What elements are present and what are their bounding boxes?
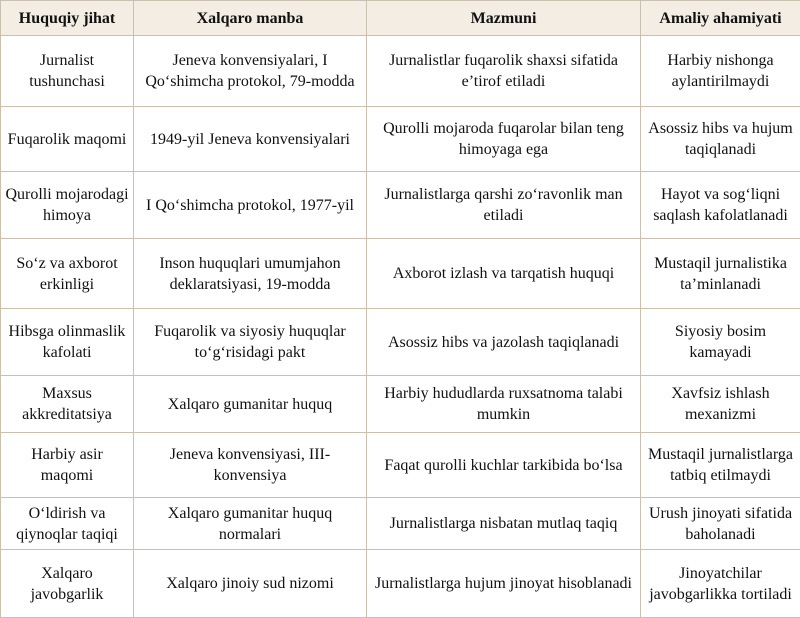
cell-legal-aspect: Qurolli mojarodagi himoya xyxy=(1,172,134,239)
table-row xyxy=(1,433,800,498)
cell-content: Jurnalistlarga hujum jinoyat hisoblanadi xyxy=(367,550,641,618)
table-row xyxy=(1,498,800,550)
table-row xyxy=(1,36,800,107)
cell-legal-aspect: O‘ldirish va qiynoqlar taqiqi xyxy=(1,498,134,550)
cell-international-source: Xalqaro gumanitar huquq normalari xyxy=(134,498,367,550)
cell-legal-aspect: Xalqaro javobgarlik xyxy=(1,550,134,618)
cell-practical-significance: Siyosiy bosim kamayadi xyxy=(641,309,800,376)
cell-practical-significance: Asossiz hibs va hujum taqiqlanadi xyxy=(641,107,800,172)
cell-practical-significance: Mustaqil jurnalistlarga tatbiq etilmaydi xyxy=(641,433,800,498)
table-row xyxy=(1,550,800,618)
table-row xyxy=(1,376,800,433)
cell-practical-significance: Hayot va sog‘liqni saqlash kafolatlanadi xyxy=(641,172,800,239)
header-legal-aspect: Huquqiy jihat xyxy=(1,1,134,36)
cell-practical-significance: Harbiy nishonga aylantirilmaydi xyxy=(641,36,800,107)
cell-legal-aspect: So‘z va axborot erkinligi xyxy=(1,239,134,309)
cell-practical-significance: Mustaqil jurnalistika ta’minlanadi xyxy=(641,239,800,309)
cell-international-source: Jeneva konvensiyalari, I Qo‘shimcha protokol, 79-modda xyxy=(134,36,367,107)
cell-content: Jurnalistlarga nisbatan mutlaq taqiq xyxy=(367,498,641,550)
table-row xyxy=(1,239,800,309)
cell-legal-aspect: Jurnalist tushunchasi xyxy=(1,36,134,107)
cell-content: Jurnalistlar fuqarolik shaxsi sifatida e’tirof etiladi xyxy=(367,36,641,107)
cell-practical-significance: Xavfsiz ishlash mexanizmi xyxy=(641,376,800,433)
header-content: Mazmuni xyxy=(367,1,641,36)
cell-legal-aspect: Hibsga olinmaslik kafolati xyxy=(1,309,134,376)
table-row xyxy=(1,172,800,239)
cell-international-source: Jeneva konvensiyasi, III-konvensiya xyxy=(134,433,367,498)
cell-practical-significance: Jinoyatchilar javobgarlikka tortiladi xyxy=(641,550,800,618)
table-row xyxy=(1,309,800,376)
cell-legal-aspect: Fuqarolik maqomi xyxy=(1,107,134,172)
cell-content: Axborot izlash va tarqatish huquqi xyxy=(367,239,641,309)
cell-content: Jurnalistlarga qarshi zo‘ravonlik man etiladi xyxy=(367,172,641,239)
header-international-source: Xalqaro manba xyxy=(134,1,367,36)
cell-legal-aspect: Harbiy asir maqomi xyxy=(1,433,134,498)
table-row xyxy=(1,107,800,172)
cell-practical-significance: Urush jinoyati sifatida baholanadi xyxy=(641,498,800,550)
cell-content: Faqat qurolli kuchlar tarkibida bo‘lsa xyxy=(367,433,641,498)
cell-legal-aspect: Maxsus akkreditatsiya xyxy=(1,376,134,433)
header-practical-significance: Amaliy ahamiyati xyxy=(641,1,800,36)
cell-international-source: 1949-yil Jeneva konvensiyalari xyxy=(134,107,367,172)
cell-international-source: I Qo‘shimcha protokol, 1977-yil xyxy=(134,172,367,239)
cell-international-source: Fuqarolik va siyosiy huquqlar to‘g‘risidagi pakt xyxy=(134,309,367,376)
cell-content: Harbiy hududlarda ruxsatnoma talabi mumkin xyxy=(367,376,641,433)
cell-content: Asossiz hibs va jazolash taqiqlanadi xyxy=(367,309,641,376)
header-row xyxy=(1,1,800,36)
cell-content: Qurolli mojaroda fuqarolar bilan teng himoyaga ega xyxy=(367,107,641,172)
cell-international-source: Xalqaro gumanitar huquq xyxy=(134,376,367,433)
cell-international-source: Inson huquqlari umumjahon deklaratsiyasi, 19-modda xyxy=(134,239,367,309)
cell-international-source: Xalqaro jinoiy sud nizomi xyxy=(134,550,367,618)
